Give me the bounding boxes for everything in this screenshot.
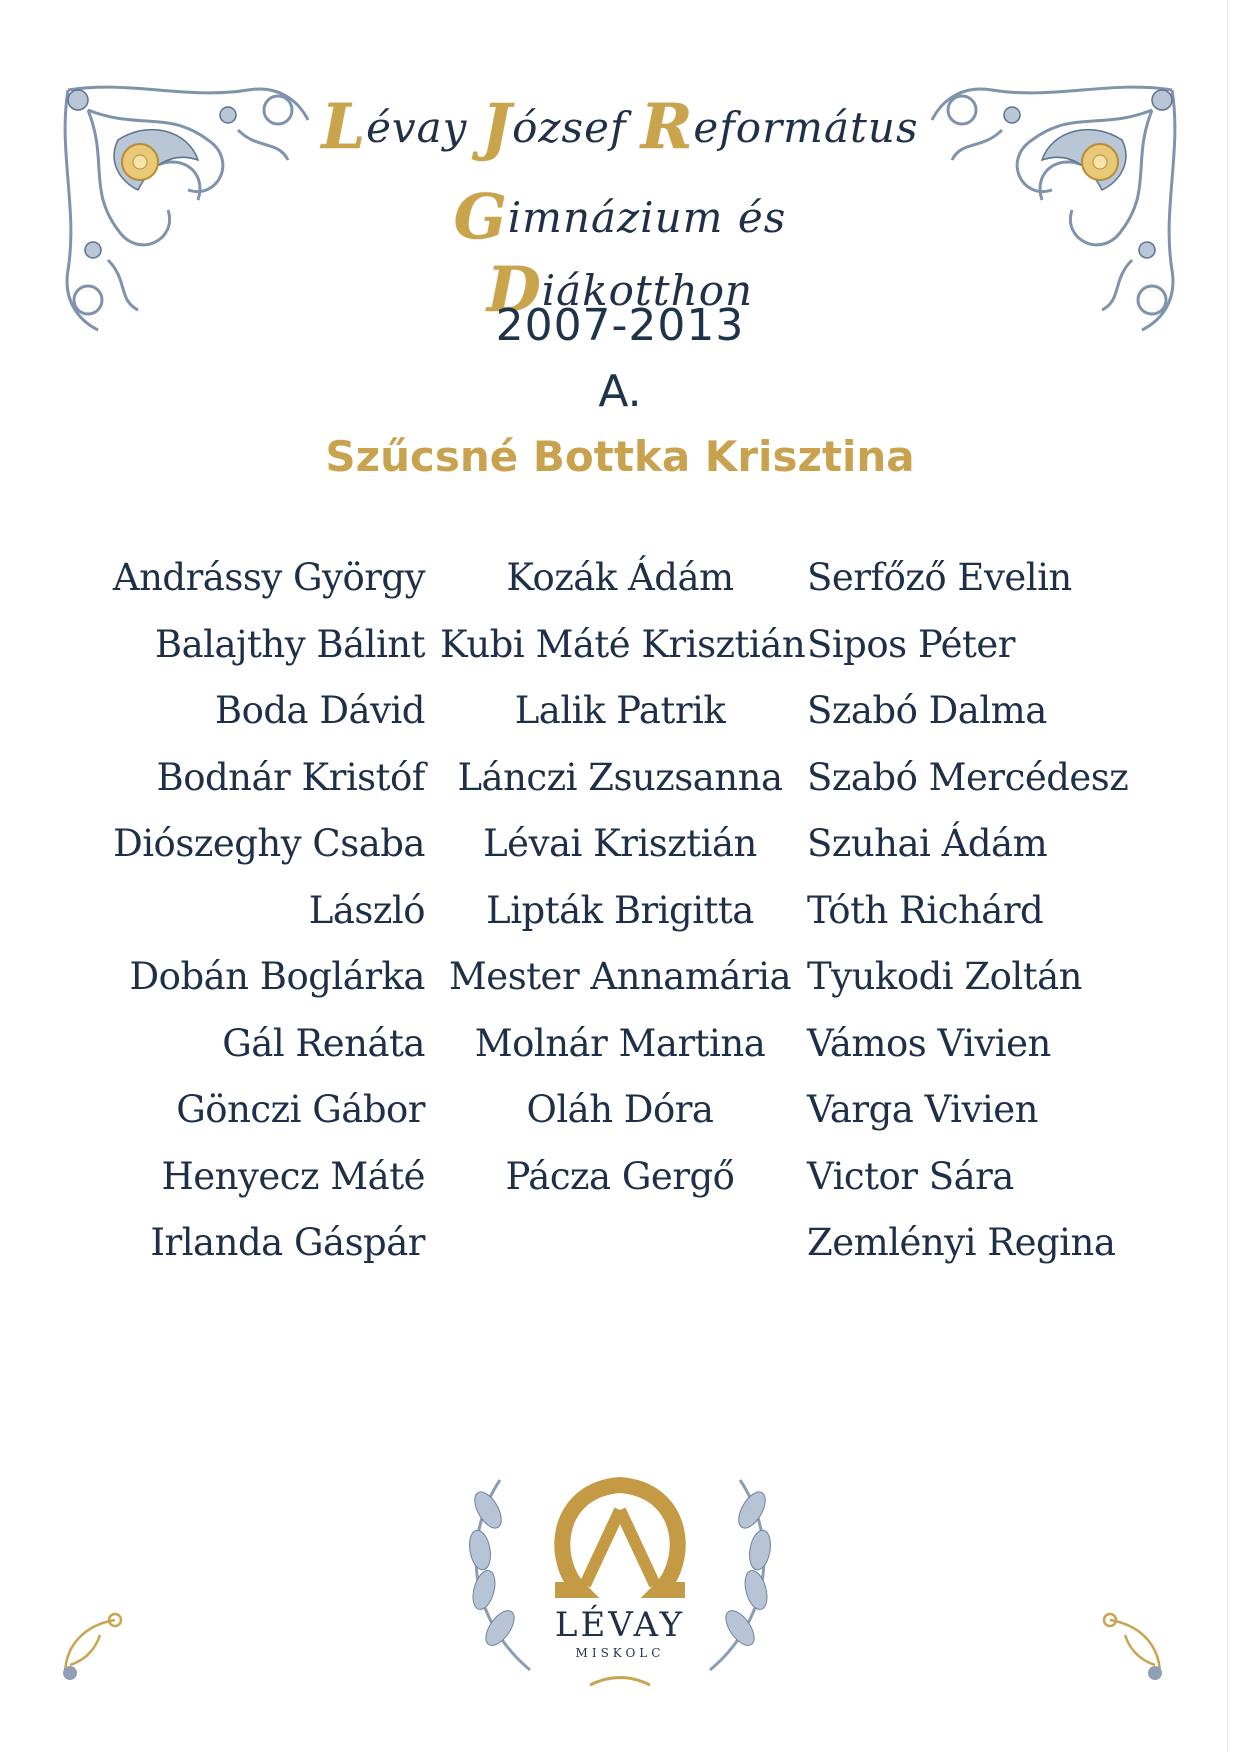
student-name: Tyukodi Zoltán [807,955,1082,998]
student-name: Kubi Máté Krisztián [440,622,806,666]
class-teacher: Szűcsné Bottka Krisztina [325,432,915,481]
student-list-middle [440,545,806,1210]
school-name-line-2: Gimnázium és Diákotthon [453,180,787,326]
corner-ornament-bottom-right [1095,1605,1170,1685]
student-name: Boda Dávid [214,689,425,732]
graduation-years: 2007-2013 [495,300,745,351]
student-name: Balajthy Bálint [154,622,425,666]
student-name: Diószeghy Csaba [113,822,425,865]
logo-city: MISKOLC [575,1646,665,1660]
student-name: Szabó Mercédesz [807,755,1129,799]
student-name: Molnár Martina [474,1021,766,1065]
student-name: Sipos Péter [807,622,1015,666]
student-name: Oláh Dóra [526,1088,714,1131]
flower-icon [122,144,158,180]
student-list-right [807,545,1207,1277]
student-name: Tóth Richárd [807,888,1044,932]
school-logo [440,1400,800,1710]
student-name: Lévai Krisztián [483,822,757,865]
logo-name: LÉVAY [554,1605,686,1645]
student-name: Henyecz Máté [161,1154,425,1198]
student-name: Dobán Boglárka [129,955,425,998]
student-name: Gál Renáta [222,1021,425,1065]
student-name: Serfőző Evelin [807,556,1072,599]
corner-ornament-bottom-left [55,1605,130,1685]
student-name: Varga Vivien [807,1088,1038,1131]
student-name: Szuhai Ádám [807,822,1048,865]
student-name: Lánczi Zsuzsanna [457,755,783,799]
student-list-left [110,545,425,1277]
student-name: Szabó Dalma [807,689,1047,732]
class-label: A. [598,366,642,417]
school-name-line-1: Lévay József Református [321,90,919,163]
student-name: Lipták Brigitta [486,888,754,932]
student-name: Andrássy György [112,556,425,599]
student-name: Kozák Ádám [506,556,734,599]
student-name: Gönczi Gábor [176,1088,425,1131]
page-edge [1227,0,1240,1752]
student-name: László [308,888,425,932]
student-name: Irlanda Gáspár [150,1221,425,1264]
student-name: Bodnár Kristóf [156,755,425,799]
student-name: Victor Sára [807,1154,1014,1198]
student-name: Zemlényi Regina [807,1221,1116,1264]
omega-alpha-icon [555,1485,685,1590]
student-name: Mester Annamária [448,955,792,998]
student-name: Vámos Vivien [807,1021,1051,1065]
student-name: Lalik Patrik [514,689,726,732]
student-name: Pácza Gergő [505,1154,735,1198]
